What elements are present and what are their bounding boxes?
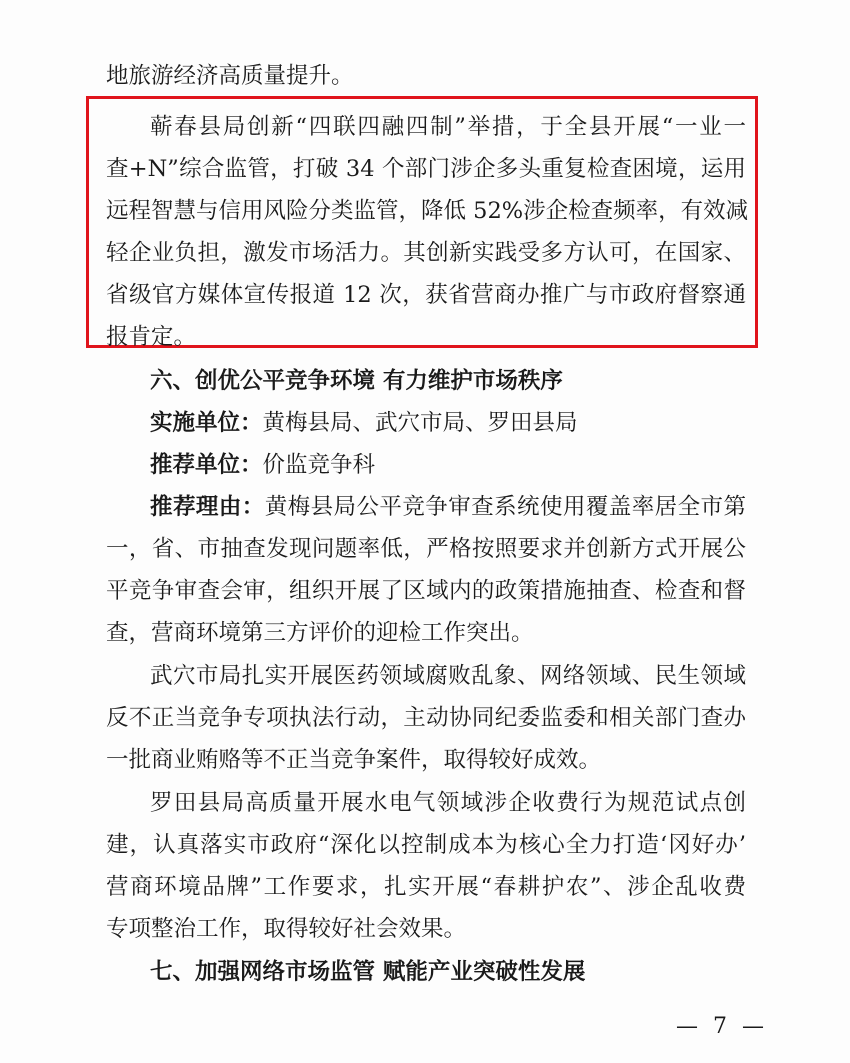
wuxue-line-1: 武穴市局扎实开展医药领域腐败乱象、网络领域、民生领域	[150, 663, 746, 689]
reason-text-1: 黄梅县局公平竞争审查系统使用覆盖率居全市第	[264, 494, 746, 520]
highlight-line-6: 报肯定。	[106, 324, 197, 350]
luotian-line-1: 罗田县局高质量开展水电气领域涉企收费行为规范试点创	[150, 790, 746, 816]
wuxue-line-3: 一批商业贿赂等不正当竞争案件，取得较好成效。	[106, 747, 602, 773]
recommending-unit-label: 推荐单位：	[150, 452, 263, 478]
reason-line-2: 一，省、市抽查发现问题率低，严格按照要求并创新方式开展公	[106, 536, 746, 562]
recommending-unit-line	[150, 450, 375, 480]
luotian-line-3: 营商环境品牌”工作要求，扎实开展“春耕护农”、涉企乱收费	[106, 874, 746, 900]
text-line-continuation: 地旅游经济高质量提升。	[106, 63, 354, 89]
reason-label: 推荐理由：	[150, 494, 265, 520]
reason-line-1	[150, 492, 746, 522]
highlight-line-1: 蕲春县局创新“四联四融四制”举措，于全县开展“一业一	[150, 114, 746, 140]
reason-line-4: 查，营商环境第三方评价的迎检工作突出。	[106, 620, 534, 646]
section-6-heading: 六、创优公平竞争环境 有力维护市场秩序	[150, 368, 563, 394]
page-number: — 7 —	[676, 1014, 768, 1039]
reason-line-3: 平竞争审查会审，组织开展了区域内的政策措施抽查、检查和督	[106, 578, 746, 604]
highlight-line-3: 远程智慧与信用风险分类监管，降低 52%涉企检查频率，有效减	[106, 198, 749, 224]
highlight-line-5: 省级官方媒体宣传报道 12 次，获省营商办推广与市政府督察通	[106, 282, 746, 308]
section-7-heading: 七、加强网络市场监管 赋能产业突破性发展	[150, 959, 586, 985]
implementing-unit-line	[150, 408, 578, 438]
recommending-unit-value: 价监竞争科	[262, 452, 376, 478]
highlight-line-2: 查+N”综合监管，打破 34 个部门涉企多头重复检查困境，运用	[106, 156, 746, 182]
highlight-line-4: 轻企业负担，激发市场活力。其创新实践受多方认可，在国家、	[106, 240, 746, 266]
luotian-line-4: 专项整治工作，取得较好社会效果。	[106, 916, 467, 942]
implementing-unit-value: 黄梅县局、武穴市局、罗田县局	[262, 410, 578, 436]
implementing-unit-label: 实施单位：	[150, 410, 263, 436]
luotian-line-2: 建，认真落实市政府“深化以控制成本为核心全力打造‘冈好办’	[106, 832, 746, 858]
wuxue-line-2: 反不正当竞争专项执法行动，主动协同纪委监委和相关部门查办	[106, 705, 746, 731]
